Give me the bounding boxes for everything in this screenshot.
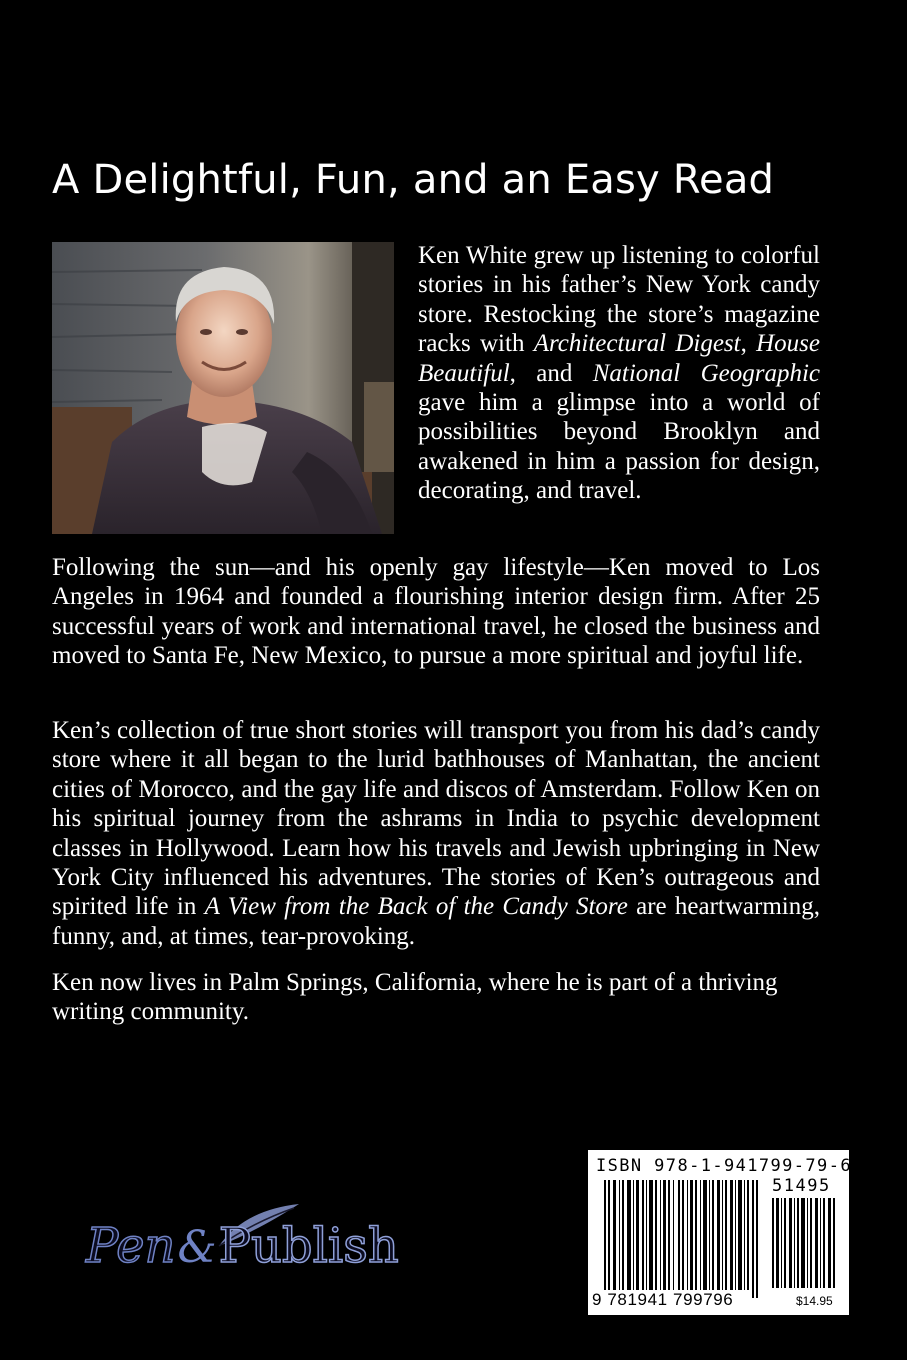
isbn-label: ISBN 978-1-941799-79-6 bbox=[596, 1156, 852, 1176]
publisher-logo bbox=[86, 1200, 426, 1290]
author-photo bbox=[52, 242, 394, 534]
logo-ampersand: & bbox=[177, 1222, 217, 1273]
addon-price-code: 51495 bbox=[772, 1176, 831, 1196]
addon-barcode-bars bbox=[770, 1198, 840, 1288]
bio-paragraph-1: Ken White grew up listening to colorful stories in his father’s New York candy store. Restocking the store’s magazine racks with Architectural Digest, House Beautiful, and National Geographic gave him a glimpse into a world of possibilities beyond Brooklyn and awakened in him a passion for design, decorating, and travel. bbox=[418, 242, 820, 505]
headline: A Delightful, Fun, and an Easy Read bbox=[52, 157, 775, 203]
bio-paragraph-2: Following the sun—and his openly gay lifestyle—Ken moved to Los Angeles in 1964 and founded a flourishing interior design firm. After 25 successful years of work and international travel, he closed the business and moved to Santa Fe, New Mexico, to pursue a more spiritual and joyful life. bbox=[52, 554, 820, 670]
isbn-barcode bbox=[588, 1150, 852, 1315]
bio-paragraph-closing: Ken now lives in Palm Springs, California, where he is part of a thriving writing community. bbox=[52, 969, 778, 1026]
logo-word-pen: Pen bbox=[86, 1218, 176, 1274]
price-label: $14.95 bbox=[796, 1294, 833, 1308]
description-paragraph: Ken’s collection of true short stories will transport you from his dad’s candy store where it all began to the lurid bathhouses of Manhattan, the ancient cities of Morocco, and the gay life and discos of Amsterdam. Follow Ken on his spiritual journey from the ashrams in India to psychic development classes in Hollywood. Learn how his travels and Jewish upbringing in New York City influenced his adventures. The stories of Ken’s outrageous and spirited life in A View from the Back of the Candy Store are heartwarming, funny, and, at times, tear-provoking. bbox=[52, 717, 820, 950]
ean-number: 9 781941 799796 bbox=[592, 1290, 734, 1309]
ean-barcode-bars bbox=[596, 1180, 768, 1298]
logo-word-publish: Publish bbox=[218, 1218, 399, 1274]
